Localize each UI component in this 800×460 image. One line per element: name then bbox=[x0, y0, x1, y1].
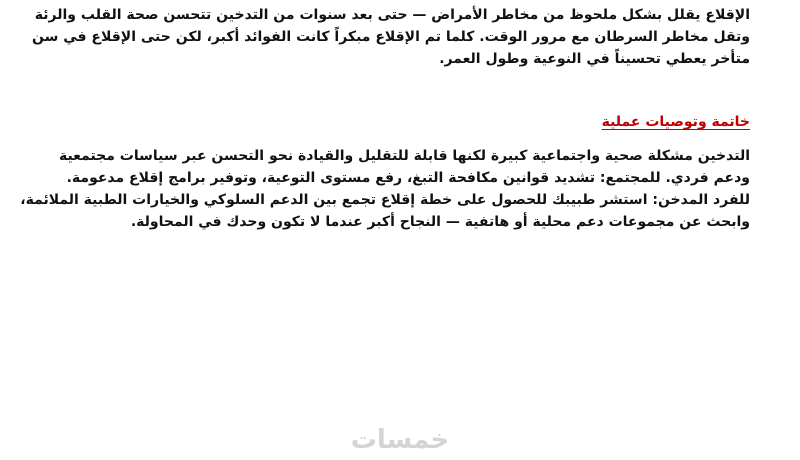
conclusion-line-1: التدخين مشكلة صحية واجتماعية كبيرة لكنها قابلة للتقليل والقيادة نحو التحسن عبر سياسات مجتمعية bbox=[58, 148, 750, 164]
intro-line-2: وتقل مخاطر السرطان مع مرور الوقت. كلما تم الإقلاع مبكراً كانت الفوائد أكبر، لكن حتى الإقلاع في سن bbox=[31, 29, 750, 45]
intro-line-1: الإقلاع يقلل بشكل ملحوظ من مخاطر الأمراض — حتى بعد سنوات من التدخين تتحسن صحة القلب والرئة bbox=[34, 7, 750, 23]
conclusion-line-3: للفرد المدخن: استشر طبيبك للحصول على خطة إقلاع تجمع بين الدعم السلوكي والخيارات الطبية الملائمة، bbox=[20, 192, 750, 208]
intro-line-3: متأخر يعطي تحسيناً في النوعية وطول العمر. bbox=[439, 51, 750, 67]
conclusion-line-2: ودعم فردي. للمجتمع: تشديد قوانين مكافحة التبغ، رفع مستوى التوعية، وتوفير برامج إقلاع مدعومة. bbox=[66, 170, 750, 186]
conclusion-heading: خاتمة وتوصيات عملية bbox=[601, 114, 750, 130]
intro-paragraph bbox=[31, 4, 750, 70]
conclusion-line-4: وابحث عن مجموعات دعم محلية أو هاتفية — النجاح أكبر عندما لا تكون وحدك في المحاولة. bbox=[130, 214, 750, 230]
conclusion-paragraph bbox=[20, 145, 750, 233]
watermark-logo: خمسات bbox=[350, 425, 450, 455]
